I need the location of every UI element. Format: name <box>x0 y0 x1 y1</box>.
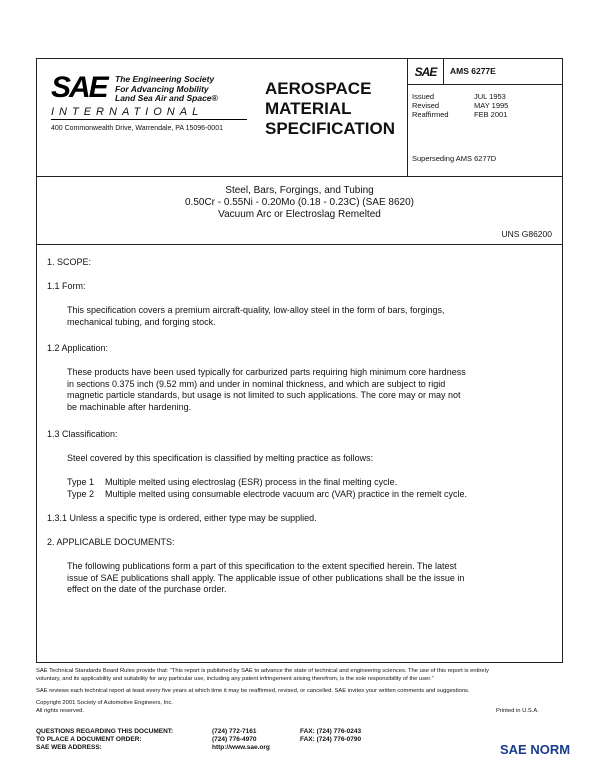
web-address-link[interactable]: http://www.sae.org <box>212 744 270 751</box>
sae-logo-block <box>51 73 271 133</box>
section-heading: 1.3 Classification: <box>47 429 118 439</box>
doc-number: AMS 6277E <box>450 66 496 76</box>
section-heading: 1.1 Form: <box>47 281 86 291</box>
section-heading: 2. APPLICABLE DOCUMENTS: <box>47 537 175 547</box>
spec-title-block <box>37 177 562 245</box>
divider <box>51 119 247 120</box>
paragraph: Steel covered by this specification is classified by melting practice as follows: <box>67 453 374 463</box>
uns-number: UNS G86200 <box>501 229 552 239</box>
footer-line: voluntary, and its applicability and suitability for any particular use, including any patent infringement arising therefrom, is the sole responsibility of the user.” <box>36 676 434 682</box>
spec-type-title: AEROSPACE MATERIAL SPECIFICATION <box>265 79 396 138</box>
header-right <box>407 59 562 177</box>
footer-line: SAE reviews each technical report at least every five years at which time it may be reaffirmed, revised, or cancelled. SAE invites your written comments and suggestions. <box>36 688 470 694</box>
paragraph: These products have been used typically for carburized parts requiring high minimum core hardness in sections 0.375 inch (9.52 mm) and under in nominal thickness, and which are subject to rigid magnetic particle standards, but usage is not limited to such applications. The core may or may not be machinable after hardening. <box>67 367 466 412</box>
sae-norm-logo: SAE NORM <box>500 742 571 757</box>
sae-logo: SAE <box>51 71 107 104</box>
document-header <box>37 59 562 177</box>
society-tagline: The Engineering Society For Advancing Mobility Land Sea Air and Space® <box>115 74 218 103</box>
spec-title-line: 0.50Cr - 0.55Ni - 0.20Mo (0.18 - 0.23C) (SAE 8620) <box>185 197 414 208</box>
date-row: Reaffirmed FEB 2001 <box>412 110 508 119</box>
type-list <box>67 477 562 500</box>
document-sheet <box>36 58 563 663</box>
footer-line: SAE Technical Standards Board Rules provide that: “This report is published by SAE to advance the state of technical and engineering sciences. The use of this report is entirely <box>36 668 489 674</box>
date-row: Revised MAY 1995 <box>412 101 509 110</box>
doc-number-row <box>408 59 563 85</box>
section-heading: 1. SCOPE: <box>47 257 92 267</box>
superseding-note: Superseding AMS 6277D <box>412 154 497 163</box>
date-row: Issued JUL 1953 <box>412 92 506 101</box>
list-item: Type 1 Multiple melted using electroslag (ESR) process in the final melting cycle. <box>67 477 398 487</box>
paragraph: The following publications form a part of this specification to the extent specified herein. The latest issue of SAE publications shall apply. The applicable issue of other publications shall be the issue in effect on the date of the purchase order. <box>67 561 465 594</box>
copyright: Copyright 2001 Society of Automotive Engineers, Inc. <box>36 700 173 706</box>
rights: All rights reserved. <box>36 708 85 714</box>
paragraph: This specification covers a premium aircraft-quality, low-alloy steel in the form of bars, forgings, mechanical tubing, and forging stock. <box>67 305 445 327</box>
society-address: 400 Commonwealth Drive, Warrendale, PA 15096-0001 <box>51 125 223 132</box>
printed-note: Printed in U.S.A. <box>496 708 539 714</box>
spec-title-line: Steel, Bars, Forgings, and Tubing <box>225 185 374 196</box>
section-heading: 1.2 Application: <box>47 343 109 353</box>
paragraph: 1.3.1 Unless a specific type is ordered, either type may be supplied. <box>47 513 317 523</box>
spec-title-line: Vacuum Arc or Electroslag Remelted <box>218 209 381 220</box>
doc-dates <box>412 92 508 119</box>
header-left <box>37 59 407 177</box>
international-label: INTERNATIONAL <box>51 106 204 118</box>
small-sae-logo: SAE <box>408 59 444 85</box>
list-item: Type 2 Multiple melted using consumable electrode vacuum arc (VAR) practice in the remelt cycle. <box>67 488 467 499</box>
